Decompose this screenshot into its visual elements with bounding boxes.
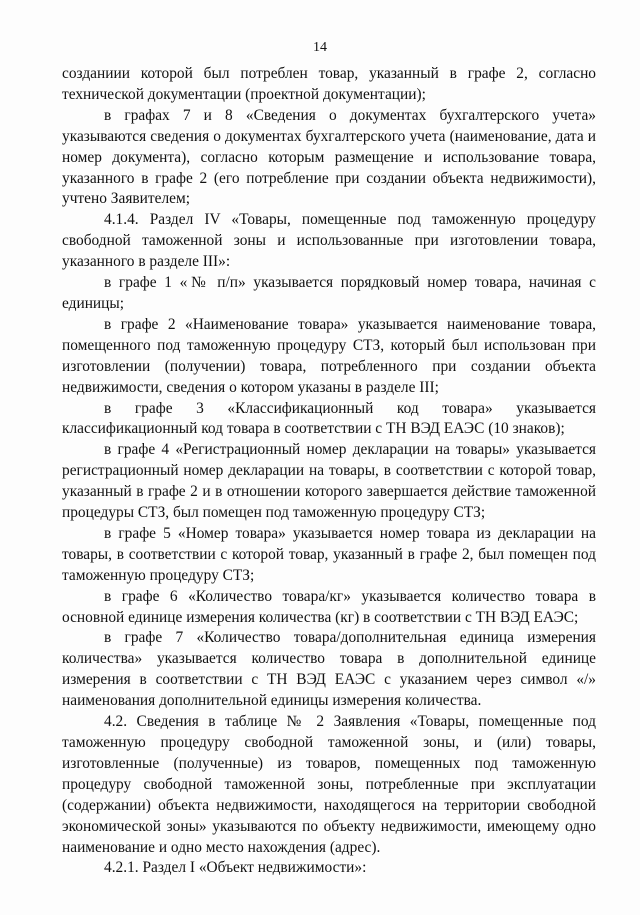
paragraph-column-4: в графе 4 «Регистрационный номер декларации на товары» указывается регистрационный номер декларации на товары, в соответствии с которой товар, указанный в графе 2 и в отношении которого завершается действие таможенной процедуры СТЗ, был помещен под таможенную процедуру СТЗ; xyxy=(62,441,596,522)
paragraph-columns-7-8: в графах 7 и 8 «Сведения о документах бухгалтерского учета» указываются сведения о документах бухгалтерского учета (наименование, дата и номер документа), согласно которым размещение и использование товара, указанного в графе 2 (его потребление при создании объекта недвижимости), учтено Заявителем; xyxy=(62,106,596,208)
paragraph-column-7: в графе 7 «Количество товара/дополнительная единица измерения количества» указывается количество товара в дополнительной единице измерения в соответствии с ТН ВЭД ЕАЭС с указанием через символ «/» наименования дополнительной единицы измерения количества. xyxy=(62,629,596,710)
paragraph-continuation: созданиии которой был потреблен товар, указанный в графе 2, согласно технической документации (проектной документации); xyxy=(62,65,596,103)
paragraph-section-4-2: 4.2. Сведения в таблице № 2 Заявления «Товары, помещенные под таможенную процедуру свободной таможенной зоны, и (или) товары, изготовленные (полученные) из товаров, помещенных под таможенную процедуру свободной таможенной зоны, потребленные при эксплуатации (содержании) объекта недвижимости, находящегося на территории свободной экономической зоны» указываются по объекту недвижимости, имеющему одно наименование и одно место нахождения (адрес). xyxy=(62,713,596,856)
page-number: 14 xyxy=(313,40,327,55)
paragraph-section-4-2-1: 4.2.1. Раздел I «Объект недвижимости»: xyxy=(104,859,367,877)
paragraph-column-3: в графе 3 «Классификационный код товара» указывается классификационный код товара в соответствии с ТН ВЭД ЕАЭС (10 знаков); xyxy=(62,399,596,438)
document-body xyxy=(62,64,596,879)
paragraph-column-1: в графе 1 «№ п/п» указывается порядковый номер товара, начиная с единицы; xyxy=(62,274,596,312)
paragraph-column-2: в графе 2 «Наименование товара» указывается наименование товара, помещенного под таможенную процедуру СТЗ, который был использован при изготовлении (получении) товара, потребленного при создании объекта недвижимости, сведения о котором указаны в разделе III; xyxy=(62,315,596,396)
paragraph-column-6: в графе 6 «Количество товара/кг» указывается количество товара в основной единице измерения количества (кг) в соответствии с ТН ВЭД ЕАЭС; xyxy=(62,587,596,626)
paragraph-section-4-1-4: 4.1.4. Раздел IV «Товары, помещенные под таможенную процедуру свободной таможенной зоны и использованные при изготовлении товара, указанного в разделе III»: xyxy=(62,211,596,271)
paragraph-column-5: в графе 5 «Номер товара» указывается номер товара из декларации на товары, в соответствии с которой товар, указанный в графе 2, был помещен под таможенную процедуру СТЗ; xyxy=(62,524,596,584)
